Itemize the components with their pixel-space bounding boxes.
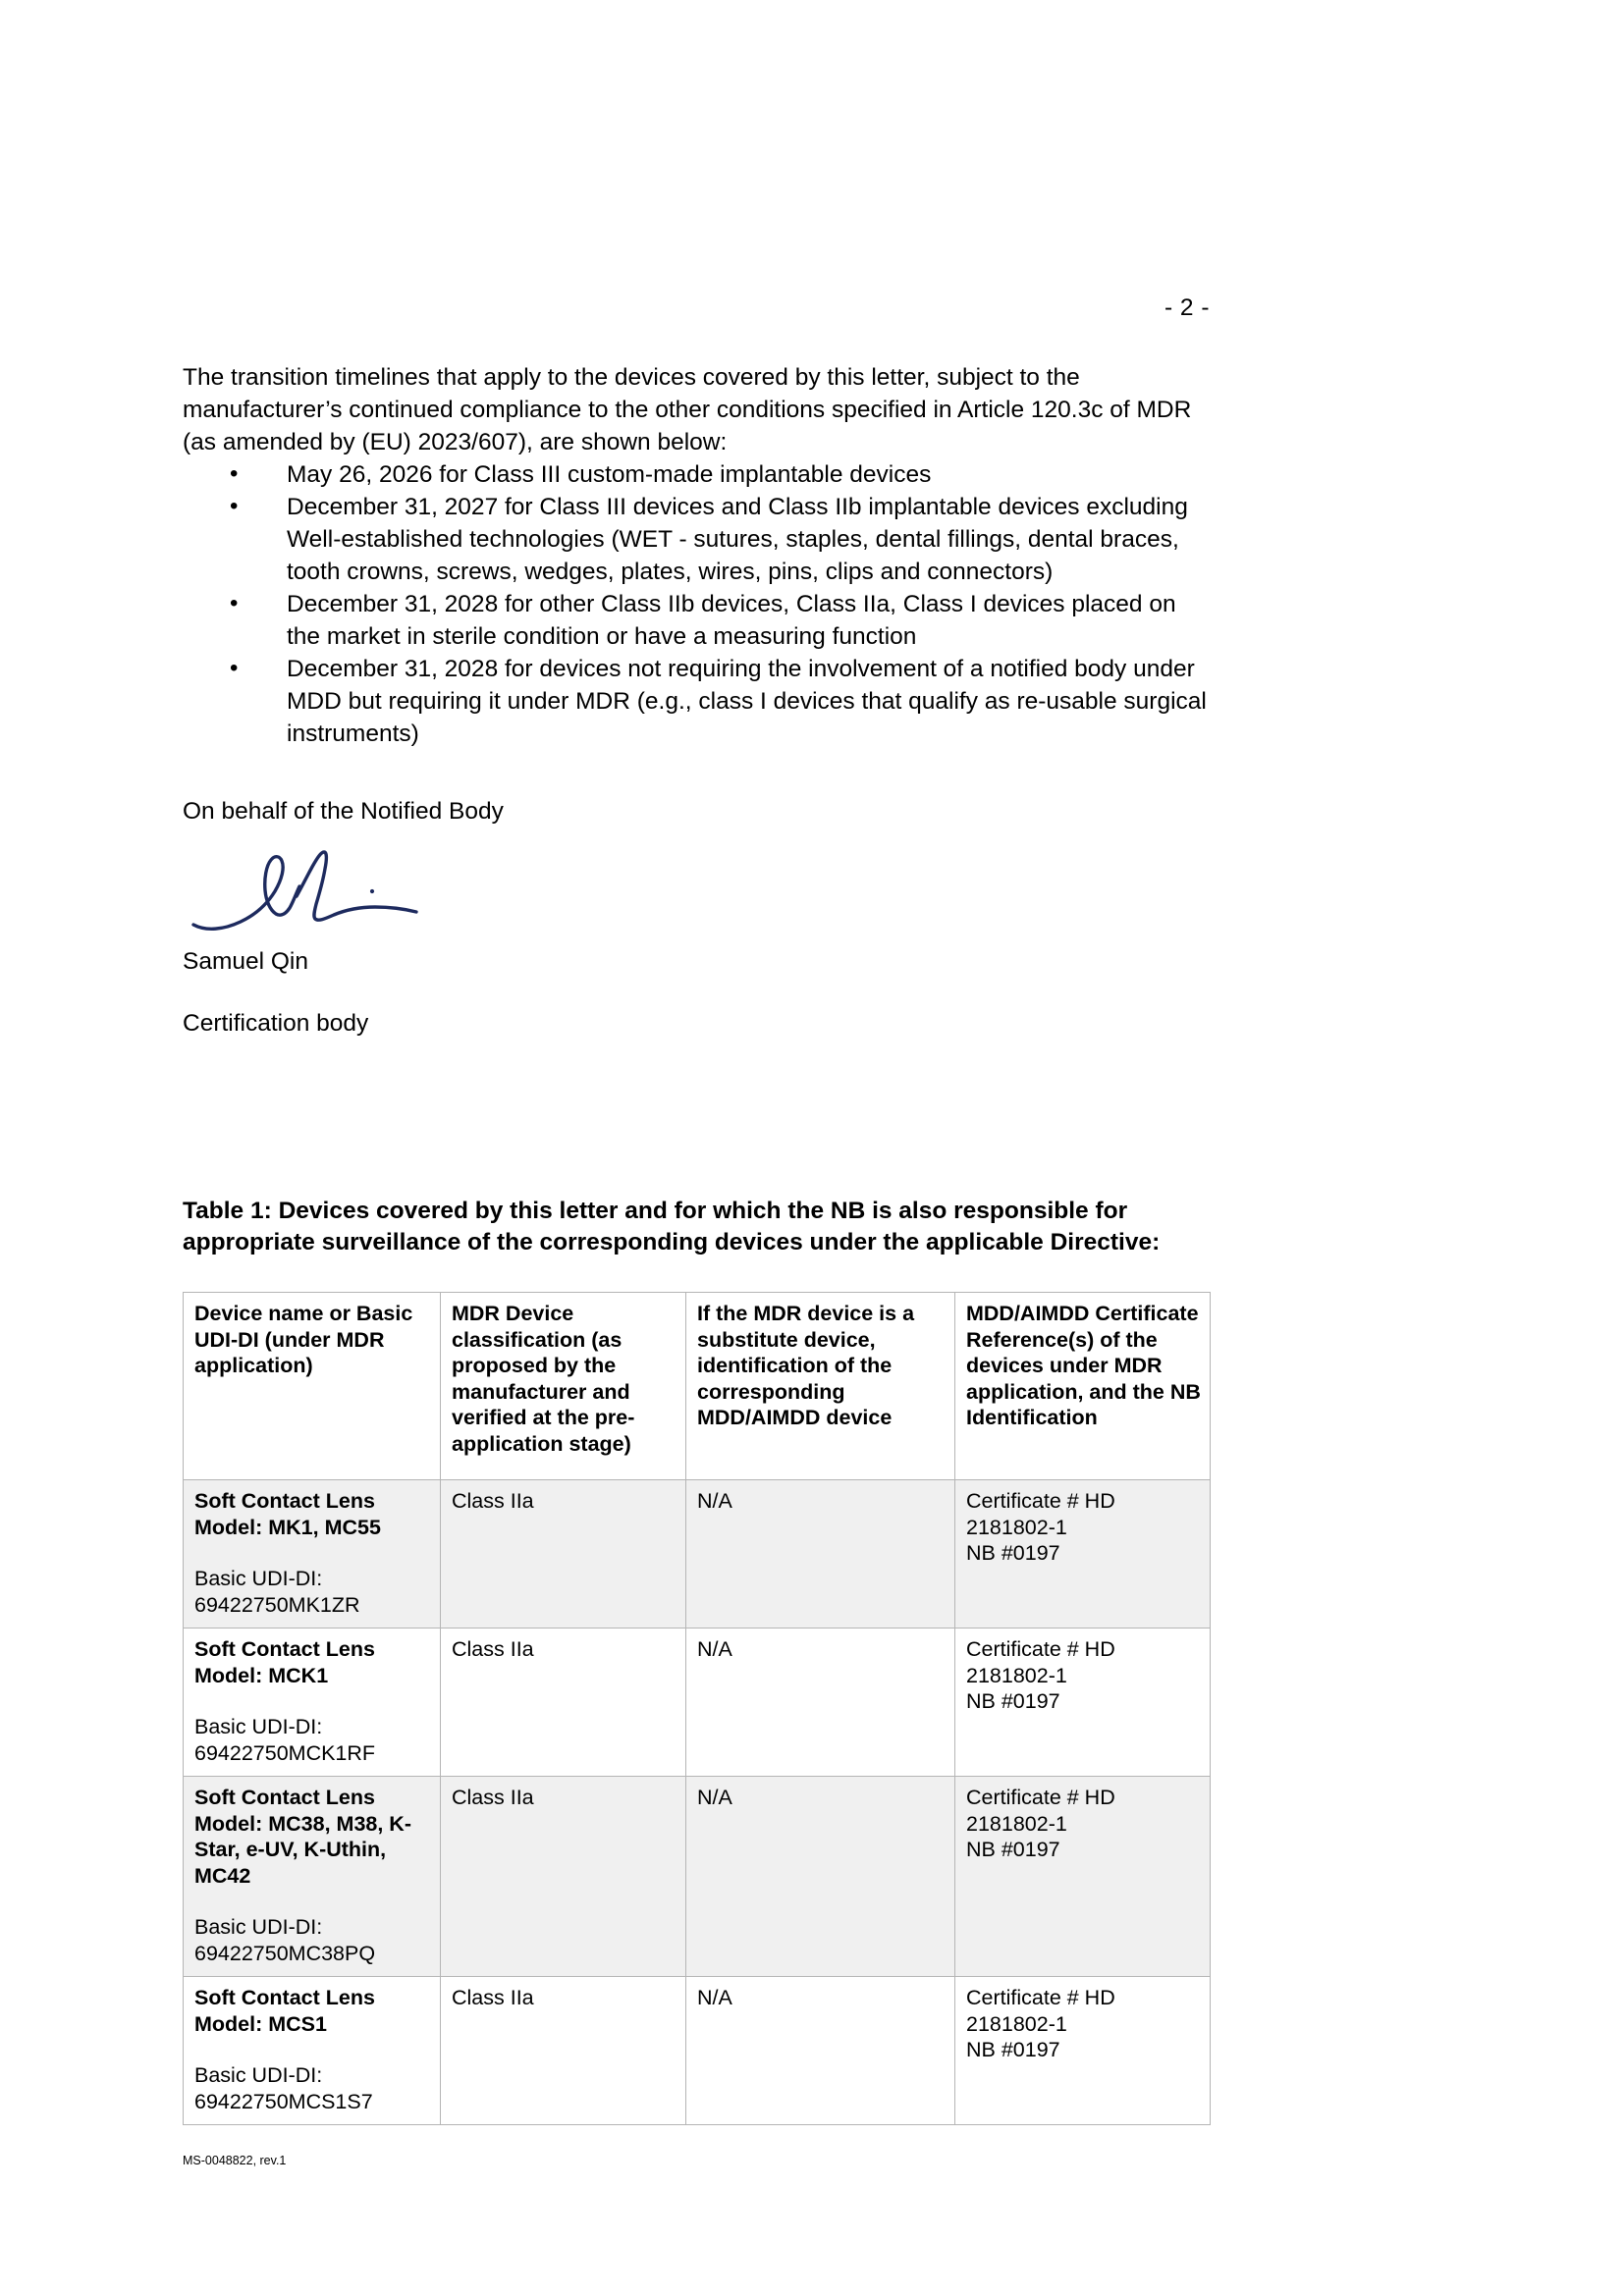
bullet-icon: •: [230, 590, 239, 616]
list-item: [183, 458, 1210, 491]
devices-table: [183, 1292, 1211, 2125]
certificate-line: Certificate # HD: [966, 1986, 1115, 2009]
table-row: [184, 1977, 1211, 2125]
device-name-text: Soft Contact Lens Model: MK1, MC55: [194, 1489, 381, 1539]
handwritten-signature-icon: [187, 845, 442, 935]
on-behalf-line: On behalf of the Notified Body: [183, 798, 504, 825]
document-footer-code: MS-0048822, rev.1: [183, 2154, 287, 2167]
table-row: [184, 1629, 1211, 1777]
bullet-icon: •: [230, 655, 239, 681]
column-header-device-name: Device name or Basic UDI-DI (under MDR application): [184, 1293, 441, 1480]
cell-certificate: [955, 1977, 1211, 2125]
certificate-line: 2181802-1: [966, 1811, 1067, 1836]
column-header-certificate-reference: MDD/AIMDD Certificate Reference(s) of the devices under MDR application, and the NB Identification: [955, 1293, 1211, 1480]
bullet-icon: •: [230, 460, 239, 487]
device-name-text: Soft Contact Lens Model: MCS1: [194, 1986, 375, 2036]
device-name-text: Soft Contact Lens Model: MCK1: [194, 1637, 375, 1687]
cell-certificate: [955, 1629, 1211, 1777]
basic-udi-di-text: Basic UDI-DI: 69422750MCK1RF: [194, 1715, 376, 1765]
table-row: [184, 1480, 1211, 1629]
signer-name: Samuel Qin: [183, 948, 309, 975]
cell-device-name: [184, 1629, 441, 1777]
certificate-line: NB #0197: [966, 2038, 1060, 2061]
certificate-line: 2181802-1: [966, 2011, 1067, 2036]
certificate-line: 2181802-1: [966, 1663, 1067, 1687]
table-header-row: [184, 1293, 1211, 1480]
certificate-line: 2181802-1: [966, 1515, 1067, 1539]
list-item: [183, 491, 1210, 588]
letter-body: [183, 361, 1210, 1040]
list-item-text: December 31, 2028 for other Class IIb devices, Class IIa, Class I devices placed on the market in sterile condition or have a measuring function: [287, 591, 1176, 650]
signer-role: Certification body: [183, 1010, 369, 1037]
cell-device-name: [184, 1777, 441, 1977]
table-caption: Table 1: Devices covered by this letter and for which the NB is also responsible for appropriate surveillance of the corresponding devices under the applicable Directive:: [183, 1198, 1161, 1255]
intro-paragraph: The transition timelines that apply to the devices covered by this letter, subject to the manufacturer’s continued compliance to the other conditions specified in Article 120.3c of MDR (as amended by (EU) 2023/607), are shown below:: [183, 364, 1192, 455]
basic-udi-di-text: Basic UDI-DI: 69422750MK1ZR: [194, 1567, 360, 1617]
cell-substitute-device: N/A: [686, 1480, 955, 1629]
certificate-line: Certificate # HD: [966, 1786, 1115, 1809]
cell-certificate: [955, 1480, 1211, 1629]
basic-udi-di-text: Basic UDI-DI: 69422750MC38PQ: [194, 1915, 376, 1965]
basic-udi-di-text: Basic UDI-DI: 69422750MCS1S7: [194, 2063, 373, 2113]
list-item: [183, 588, 1210, 653]
cell-classification: Class IIa: [441, 1480, 686, 1629]
page-number: - 2 -: [1164, 294, 1210, 321]
cell-certificate: [955, 1777, 1211, 1977]
signature-image: [183, 845, 1210, 935]
cell-substitute-device: N/A: [686, 1629, 955, 1777]
cell-classification: Class IIa: [441, 1629, 686, 1777]
bullet-icon: •: [230, 493, 239, 519]
certificate-line: NB #0197: [966, 1838, 1060, 1861]
cell-classification: Class IIa: [441, 1777, 686, 1977]
table-row: [184, 1777, 1211, 1977]
certificate-line: NB #0197: [966, 1689, 1060, 1713]
cell-substitute-device: N/A: [686, 1777, 955, 1977]
cell-classification: Class IIa: [441, 1977, 686, 2125]
certificate-line: NB #0197: [966, 1541, 1060, 1565]
transition-timeline-list: [183, 458, 1210, 750]
list-item-text: December 31, 2027 for Class III devices and Class IIb implantable devices excluding Well-established technologies (WET - sutures, staples, dental fillings, dental braces, tooth crowns, screws, wedges, plates, wires, pins, clips and connectors): [287, 494, 1188, 585]
cell-device-name: [184, 1480, 441, 1629]
list-item-text: December 31, 2028 for devices not requiring the involvement of a notified body under MDD but requiring it under MDR (e.g., class I devices that qualify as re-usable surgical instruments): [287, 656, 1207, 747]
certificate-line: Certificate # HD: [966, 1637, 1115, 1661]
device-name-text: Soft Contact Lens Model: MC38, M38, K-Star, e-UV, K-Uthin, MC42: [194, 1786, 411, 1888]
column-header-substitute-device: If the MDR device is a substitute device, identification of the corresponding MDD/AIMDD device: [686, 1293, 955, 1480]
cell-substitute-device: N/A: [686, 1977, 955, 2125]
cell-device-name: [184, 1977, 441, 2125]
certificate-line: Certificate # HD: [966, 1489, 1115, 1513]
list-item-text: May 26, 2026 for Class III custom-made implantable devices: [287, 461, 932, 488]
list-item: [183, 653, 1210, 750]
column-header-mdr-classification: MDR Device classification (as proposed by the manufacturer and verified at the pre-application stage): [441, 1293, 686, 1480]
